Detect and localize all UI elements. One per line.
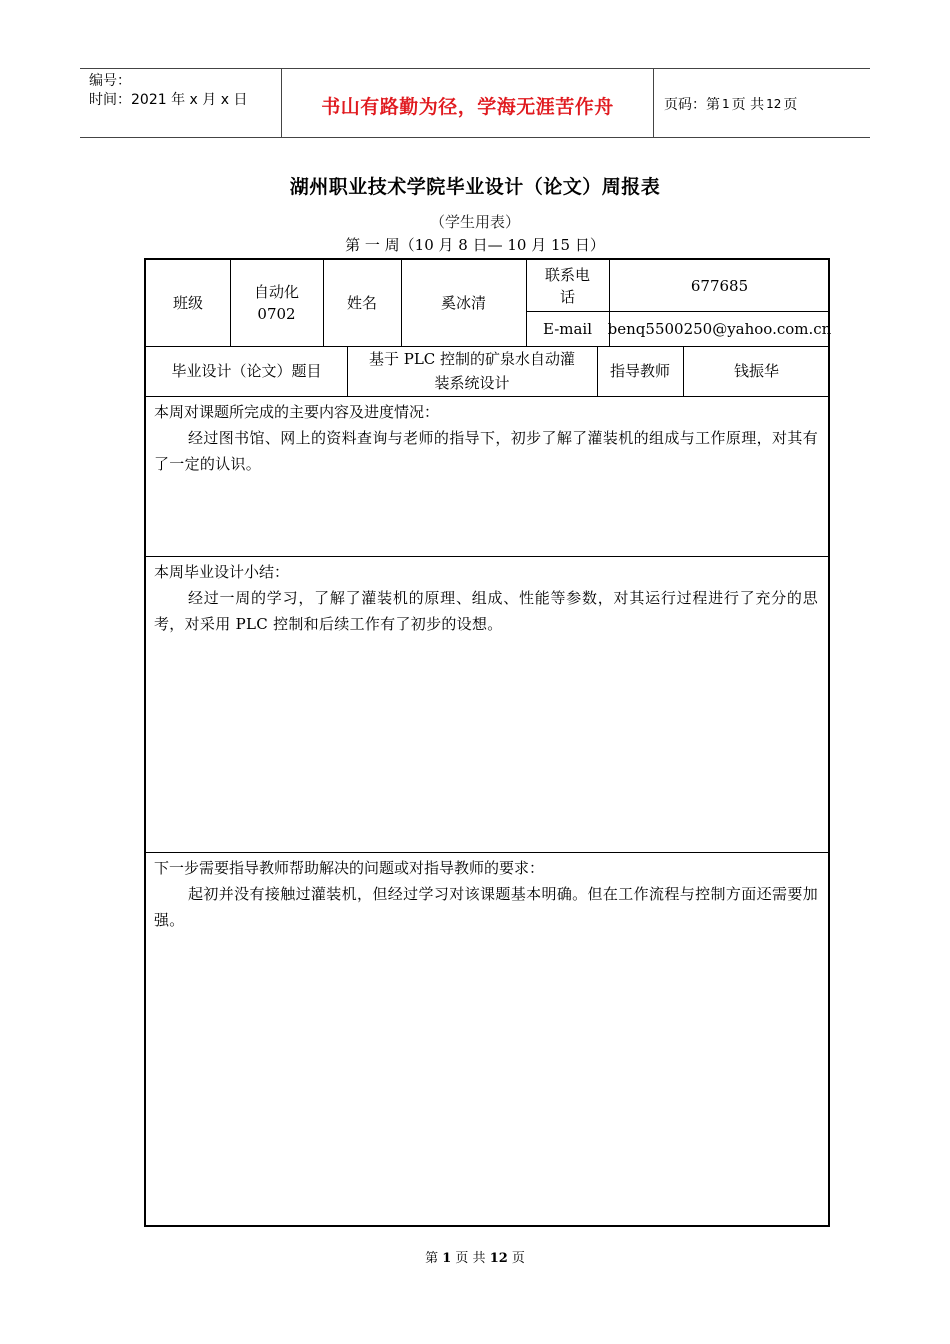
grid-line (146, 852, 830, 853)
request-section (154, 855, 818, 933)
topic-value-line1: 基于 PLC 控制的矿泉水自动灌 (368, 350, 576, 368)
footer-mid: 页 共 (455, 1251, 486, 1266)
class-value-line1: 自动化 (253, 283, 299, 301)
request-heading: 下一步需要指导教师帮助解决的问题或对指导教师的要求： (154, 859, 545, 877)
topic-value (347, 346, 597, 396)
grid-line (146, 396, 830, 397)
page-label-suffix: 页 (783, 97, 798, 113)
header-motto: 书山有路勤为径，学海无涯苦作舟 (282, 69, 654, 137)
page-current: 1 (722, 97, 730, 111)
class-label: 班级 (172, 294, 203, 312)
name-value: 奚冰清 (440, 294, 486, 312)
progress-heading: 本周对课题所完成的主要内容及进度情况： (154, 403, 440, 421)
footer-prefix: 第 (425, 1251, 439, 1266)
topic-label: 毕业设计（论文）题目 (171, 362, 322, 380)
advisor-value: 钱振华 (733, 362, 779, 380)
name-label: 姓名 (346, 294, 377, 312)
footer-current: 1 (442, 1251, 452, 1266)
week-line: 第 一 周（10 月 8 日— 10 月 15 日） (345, 236, 605, 254)
footer-suffix: 页 (511, 1251, 525, 1266)
summary-section (154, 559, 818, 637)
class-value (230, 260, 323, 346)
serial-label: 编号： (89, 73, 131, 89)
phone-value: 677685 (690, 276, 749, 295)
footer-total: 12 (489, 1251, 508, 1266)
progress-section (154, 399, 818, 477)
phone-label-line2: 话 (559, 287, 575, 306)
progress-text: 经过图书馆、网上的资料查询与老师的指导下，初步了解了灌装机的组成与工作原理，对其有了一定的认识。 (154, 429, 818, 473)
page-footer (0, 1247, 950, 1266)
summary-text: 经过一周的学习，了解了灌装机的原理、组成、性能等参数，对其运行过程进行了充分的思考，对采用 PLC 控制和后续工作有了初步的设想。 (154, 589, 818, 633)
page-label-prefix: 页码：第 (664, 97, 720, 113)
header-meta (80, 69, 282, 137)
request-text: 起初并没有接触过灌装机，但经过学习对该课题基本明确。但在工作流程与控制方面还需要加强。 (154, 885, 818, 929)
phone-label-line1: 联系电 (544, 265, 590, 284)
header-page-number (654, 69, 870, 137)
document-title: 湖州职业技术学院毕业设计（论文）周报表 (289, 176, 661, 198)
class-value-line2: 0702 (257, 305, 296, 323)
email-value: benq5500250@yahoo.com.cn (607, 319, 832, 338)
weekly-report-form (144, 258, 830, 1227)
document-subtitle: （学生用表） (429, 213, 520, 231)
grid-line (146, 556, 830, 557)
page-total: 12 (766, 97, 782, 111)
summary-heading: 本周毕业设计小结： (154, 563, 290, 581)
date-label: 时间：2021 年 x 月 x 日 (89, 92, 248, 108)
email-label: E-mail (542, 319, 593, 338)
topic-value-line2: 装系统设计 (434, 374, 510, 392)
page-label-mid: 页 共 (731, 97, 765, 113)
phone-label (526, 260, 609, 311)
page-header (80, 68, 870, 138)
advisor-label: 指导教师 (609, 362, 670, 380)
